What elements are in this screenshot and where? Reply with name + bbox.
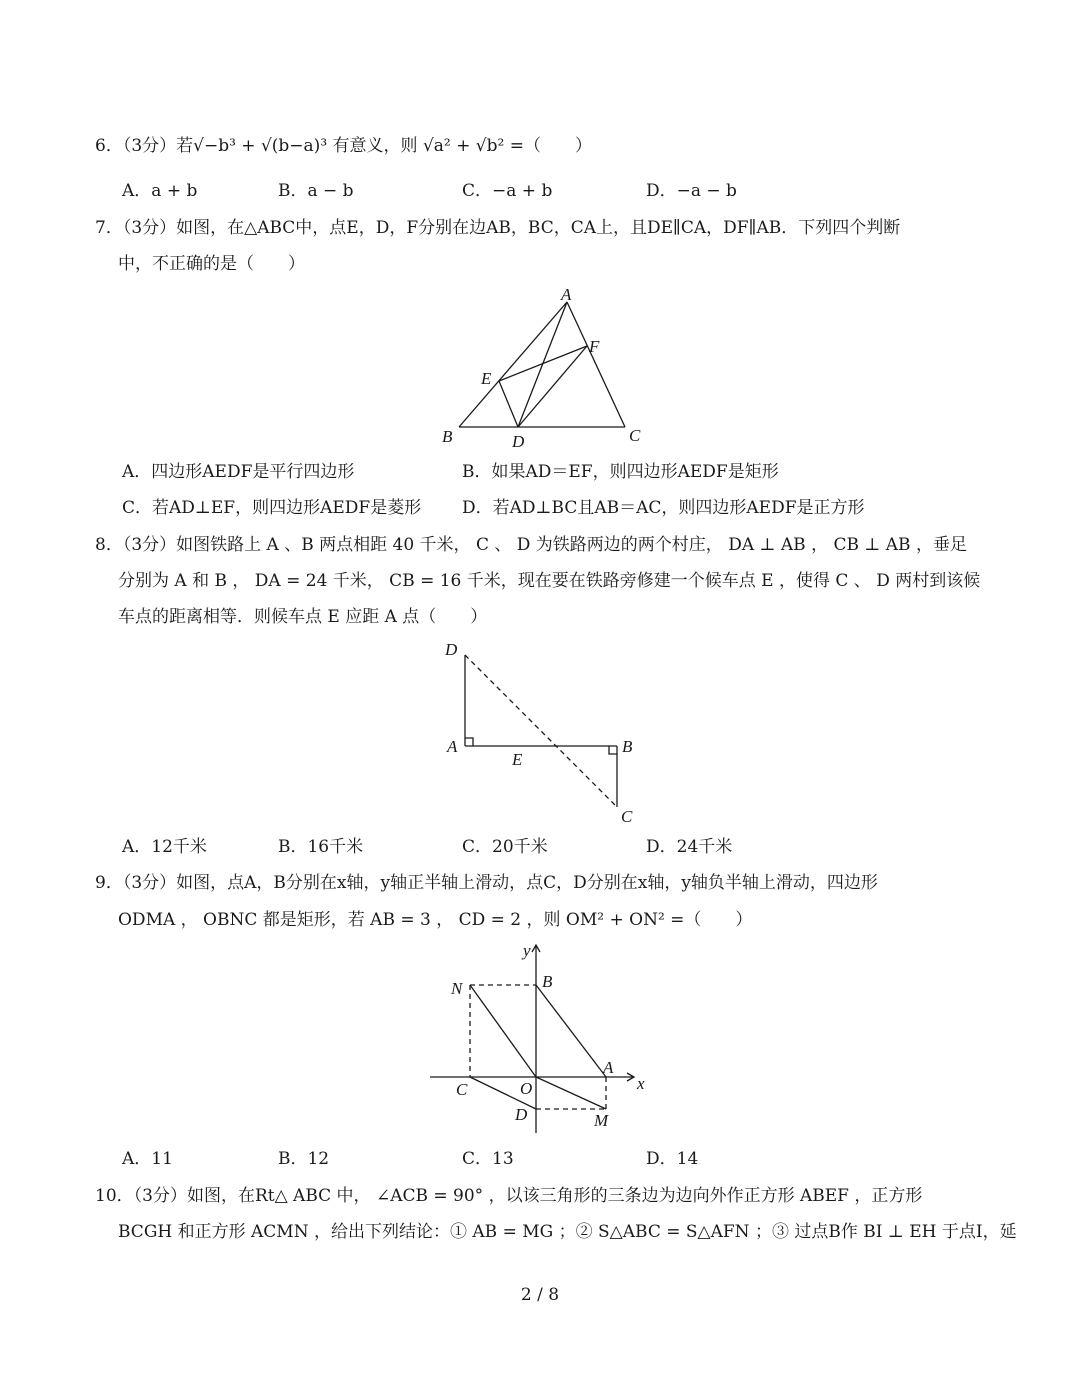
q9-option-a: A．11 — [122, 1149, 173, 1169]
q7-option-a: A．四边形AEDF是平行四边形 — [122, 462, 355, 482]
q6-option-a: A．a + b — [122, 181, 198, 201]
q7-stem-line2: 中，不正确的是（ ） — [118, 254, 305, 274]
q8-option-b: B．16千米 — [278, 837, 364, 857]
segment-df — [518, 346, 587, 427]
q9-stem-line2: ODMA ， OBNC 都是矩形，若 AB = 3 ， CD = 2 ，则 OM² + ON² =（ ） — [118, 910, 753, 930]
q6-option-c: C．−a + b — [462, 181, 553, 201]
segment-ab — [459, 302, 567, 427]
label-b: B — [622, 737, 633, 756]
label-c: C — [621, 807, 633, 826]
label-m: M — [594, 1111, 609, 1130]
label-e: E — [481, 369, 492, 388]
label-b: B — [442, 427, 453, 446]
q7-option-c: C．若AD⊥EF，则四边形AEDF是菱形 — [122, 498, 422, 518]
q7-option-b: B．如果AD＝EF，则四边形AEDF是矩形 — [462, 462, 779, 482]
q8-stem-line1: 8．（3分）如图铁路上 A 、B 两点相距 40 千米， C 、 D 为铁路两边的两个村庄， DA ⊥ AB ， CB ⊥ AB ，垂足 — [95, 535, 967, 555]
label-e: E — [512, 750, 523, 769]
segment-no — [470, 985, 536, 1077]
label-d: D — [515, 1105, 528, 1124]
segment-dc-dashed — [465, 655, 617, 807]
label-a: A — [447, 737, 458, 756]
q9-option-d: D．14 — [646, 1149, 699, 1169]
q9-option-c: C．13 — [462, 1149, 514, 1169]
label-n: N — [451, 979, 463, 998]
segment-ac — [567, 302, 625, 427]
q8-option-c: C．20千米 — [462, 837, 548, 857]
q10-stem-line2: BCGH 和正方形 ACMN ，给出下列结论：① AB = MG ；② S△ABC = S△AFN ；③ 过点B作 BI ⊥ EH 于点I，延 — [118, 1222, 1017, 1242]
label-a: A — [603, 1058, 614, 1077]
label-b: B — [542, 972, 553, 991]
label-c: C — [456, 1080, 468, 1099]
q9-coordinate-figure — [425, 938, 665, 1138]
label-a: A — [561, 285, 572, 304]
q8-railway-figure — [435, 635, 655, 830]
q6-stem: 6．（3分）若√−b³ + √(b−a)³ 有意义，则 √a² + √b² =（ ） — [95, 136, 592, 156]
label-d: D — [512, 432, 525, 451]
segment-ad — [518, 302, 567, 427]
q10-stem-line1: 10．（3分）如图，在Rt△ ABC 中， ∠ACB = 90° ，以该三角形的三条边为边向外作正方形 ABEF ，正方形 — [95, 1186, 923, 1206]
q9-option-b: B．12 — [278, 1149, 330, 1169]
label-o: O — [520, 1079, 533, 1098]
label-c: C — [629, 426, 641, 445]
label-f: F — [589, 337, 600, 356]
q8-stem-line2: 分别为 A 和 B ， DA = 24 千米， CB = 16 千米，现在要在铁路旁修建一个候车点 E ，使得 C 、 D 两村到该候 — [118, 571, 981, 591]
q8-option-d: D．24千米 — [646, 837, 733, 857]
q7-triangle-figure — [430, 280, 660, 455]
q7-stem-line1: 7．（3分）如图，在△ABC中，点E，D，F分别在边AB，BC，CA上，且DE∥CA，DF∥AB．下列四个判断 — [95, 218, 901, 238]
label-x: x — [637, 1074, 645, 1093]
segment-ed — [499, 381, 518, 427]
right-angle-a — [465, 738, 473, 746]
q7-option-d: D．若AD⊥BC且AB＝AC，则四边形AEDF是正方形 — [462, 498, 865, 518]
q8-stem-line3: 车点的距离相等．则候车点 E 应距 A 点（ ） — [118, 607, 488, 627]
q6-option-d: D．−a − b — [646, 181, 737, 201]
q6-option-b: B．a − b — [278, 181, 354, 201]
q8-option-a: A．12千米 — [122, 837, 207, 857]
segment-om — [536, 1077, 606, 1109]
label-y: y — [523, 941, 531, 960]
q9-stem-line1: 9．（3分）如图，点A，B分别在x轴，y轴正半轴上滑动，点C，D分别在x轴，y轴负半轴上滑动，四边形 — [95, 873, 878, 893]
right-angle-b — [609, 746, 617, 754]
page-number: 2 / 8 — [520, 1285, 560, 1305]
segment-ba — [536, 985, 606, 1077]
label-d: D — [445, 640, 458, 659]
